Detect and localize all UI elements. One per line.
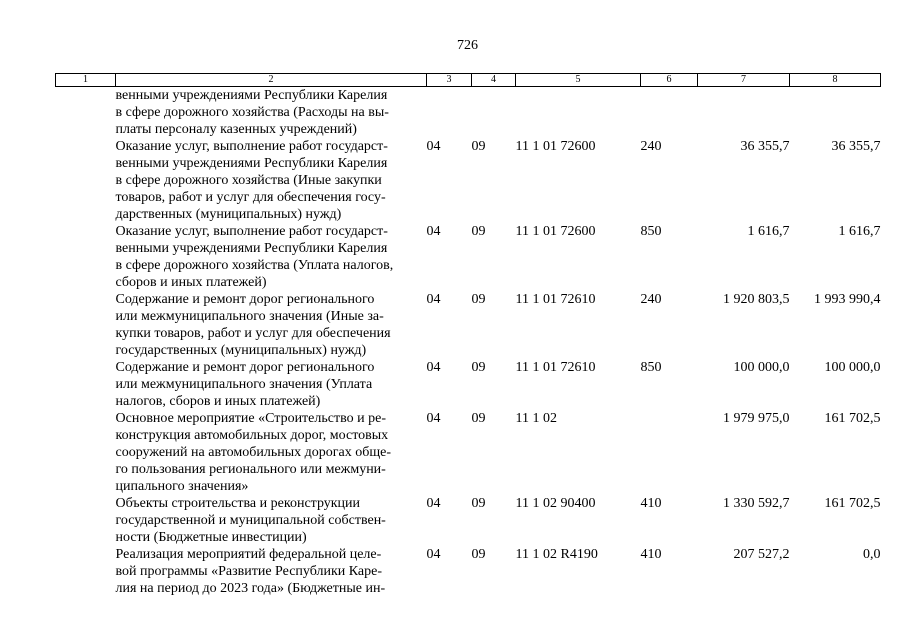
cell-amount-8: 100 000,0 — [824, 360, 881, 375]
description-line: или межмуниципального значения (Иные за- — [115, 309, 384, 324]
description-line: венными учреждениями Республики Карелия — [115, 241, 388, 256]
description-line: сооружений на автомобильных дорогах обще- — [115, 445, 391, 460]
cell-amount-7: 1 616,7 — [747, 224, 790, 239]
description-line: венными учреждениями Республики Карелия — [115, 156, 388, 171]
cell-col-1 — [56, 359, 116, 410]
cell-section: 04 — [426, 360, 441, 375]
cell-description — [116, 87, 427, 139]
cell-expense-type — [641, 87, 698, 139]
cell-amount-8 — [790, 87, 881, 139]
header-col-2: 2 — [116, 74, 427, 87]
description-line: в сфере дорожного хозяйства (Расходы на вы- — [115, 105, 389, 120]
description-line: Содержание и ремонт дорог регионального — [115, 292, 375, 307]
header-col-1: 1 — [56, 74, 116, 87]
table-row — [56, 291, 881, 359]
cell-col-1 — [56, 223, 116, 291]
cell-col-1 — [56, 410, 116, 495]
cell-section: 04 — [426, 411, 441, 426]
cell-amount-7: 1 330 592,7 — [723, 496, 790, 511]
description-line: Оказание услуг, выполнение работ государст- — [115, 139, 388, 154]
cell-section: 04 — [426, 292, 441, 307]
table-row — [56, 495, 881, 546]
cell-target-article: 11 1 01 72610 — [515, 292, 596, 307]
table-row — [56, 87, 881, 139]
description-line: платы персоналу казенных учреждений) — [115, 122, 357, 137]
description-line: го пользования регионального или межмуни- — [115, 462, 386, 477]
cell-description — [116, 138, 427, 223]
cell-section: 04 — [426, 496, 441, 511]
cell-description — [116, 410, 427, 495]
cell-col-1 — [56, 546, 116, 597]
cell-expense-type: 240 — [640, 139, 662, 154]
cell-amount-8: 36 355,7 — [831, 139, 881, 154]
description-line: Содержание и ремонт дорог регионального — [115, 360, 375, 375]
cell-amount-7: 1 979 975,0 — [723, 411, 790, 426]
table-row — [56, 546, 881, 597]
cell-description — [116, 223, 427, 291]
header-col-8: 8 — [790, 74, 881, 87]
header-col-3: 3 — [427, 74, 472, 87]
cell-target-article: 11 1 02 R4190 — [515, 547, 598, 562]
cell-col-1 — [56, 291, 116, 359]
cell-section: 04 — [426, 547, 441, 562]
cell-amount-8: 161 702,5 — [824, 411, 881, 426]
cell-expense-type — [641, 410, 698, 495]
description-line: лия на период до 2023 года» (Бюджетные ин- — [115, 581, 386, 596]
cell-target-article: 11 1 02 — [515, 411, 557, 426]
table-header — [56, 74, 881, 87]
description-line: государственной и муниципальной собствен- — [115, 513, 386, 528]
cell-section — [427, 87, 472, 139]
table-row — [56, 410, 881, 495]
cell-subsection: 09 — [471, 292, 486, 307]
cell-expense-type: 410 — [640, 496, 662, 511]
cell-amount-7: 1 920 803,5 — [723, 292, 790, 307]
description-line: ципального значения» — [115, 479, 249, 494]
cell-amount-8: 1 993 990,4 — [814, 292, 881, 307]
cell-target-article: 11 1 01 72600 — [515, 224, 596, 239]
description-line: купки товаров, работ и услуг для обеспечения — [115, 326, 391, 341]
description-line: или межмуниципального значения (Уплата — [115, 377, 373, 392]
table-body — [56, 87, 881, 598]
cell-col-1 — [56, 87, 116, 139]
table-row — [56, 138, 881, 223]
description-line: вой программы «Развитие Республики Каре- — [115, 564, 383, 579]
cell-col-1 — [56, 495, 116, 546]
description-line: венными учреждениями Республики Карелия — [115, 88, 388, 103]
cell-target-article: 11 1 02 90400 — [515, 496, 596, 511]
cell-target-article: 11 1 01 72610 — [515, 360, 596, 375]
description-line: в сфере дорожного хозяйства (Иные закупки — [115, 173, 382, 188]
cell-amount-8: 1 616,7 — [838, 224, 881, 239]
description-line: государственных (муниципальных) нужд) — [115, 343, 367, 358]
cell-amount-7: 36 355,7 — [740, 139, 790, 154]
description-line: налогов, сборов и иных платежей) — [115, 394, 321, 409]
table-row — [56, 359, 881, 410]
description-line: сборов и иных платежей) — [115, 275, 267, 290]
cell-amount-7 — [698, 87, 790, 139]
cell-expense-type: 240 — [640, 292, 662, 307]
cell-description — [116, 495, 427, 546]
cell-col-1 — [56, 138, 116, 223]
cell-expense-type: 850 — [640, 224, 662, 239]
cell-amount-7: 207 527,2 — [733, 547, 790, 562]
cell-target-article — [516, 87, 641, 139]
cell-amount-8: 161 702,5 — [824, 496, 881, 511]
description-line: Объекты строительства и реконструкции — [115, 496, 361, 511]
cell-section: 04 — [426, 224, 441, 239]
description-line: дарственных (муниципальных) нужд) — [115, 207, 342, 222]
cell-subsection: 09 — [471, 360, 486, 375]
description-line: в сфере дорожного хозяйства (Уплата налогов, — [115, 258, 394, 273]
header-col-4: 4 — [472, 74, 516, 87]
cell-description — [116, 546, 427, 597]
cell-expense-type: 410 — [640, 547, 662, 562]
cell-subsection: 09 — [471, 224, 486, 239]
cell-amount-8: 0,0 — [863, 547, 881, 562]
table-row — [56, 223, 881, 291]
cell-description — [116, 291, 427, 359]
description-line: Оказание услуг, выполнение работ государст- — [115, 224, 388, 239]
cell-subsection: 09 — [471, 547, 486, 562]
description-line: Реализация мероприятий федеральной целе- — [115, 547, 382, 562]
cell-subsection — [472, 87, 516, 139]
budget-table — [55, 73, 881, 597]
description-line: ности (Бюджетные инвестиции) — [115, 530, 307, 545]
header-col-5: 5 — [516, 74, 641, 87]
page-number: 726 — [457, 38, 478, 53]
cell-subsection: 09 — [471, 411, 486, 426]
cell-subsection: 09 — [471, 496, 486, 511]
cell-subsection: 09 — [471, 139, 486, 154]
cell-expense-type: 850 — [640, 360, 662, 375]
cell-amount-7: 100 000,0 — [733, 360, 790, 375]
description-line: конструкция автомобильных дорог, мостовых — [115, 428, 389, 443]
cell-target-article: 11 1 01 72600 — [515, 139, 596, 154]
header-col-7: 7 — [698, 74, 790, 87]
header-col-6: 6 — [641, 74, 698, 87]
cell-description — [116, 359, 427, 410]
cell-section: 04 — [426, 139, 441, 154]
description-line: товаров, работ и услуг для обеспечения госу- — [115, 190, 386, 205]
description-line: Основное мероприятие «Строительство и ре- — [115, 411, 386, 426]
